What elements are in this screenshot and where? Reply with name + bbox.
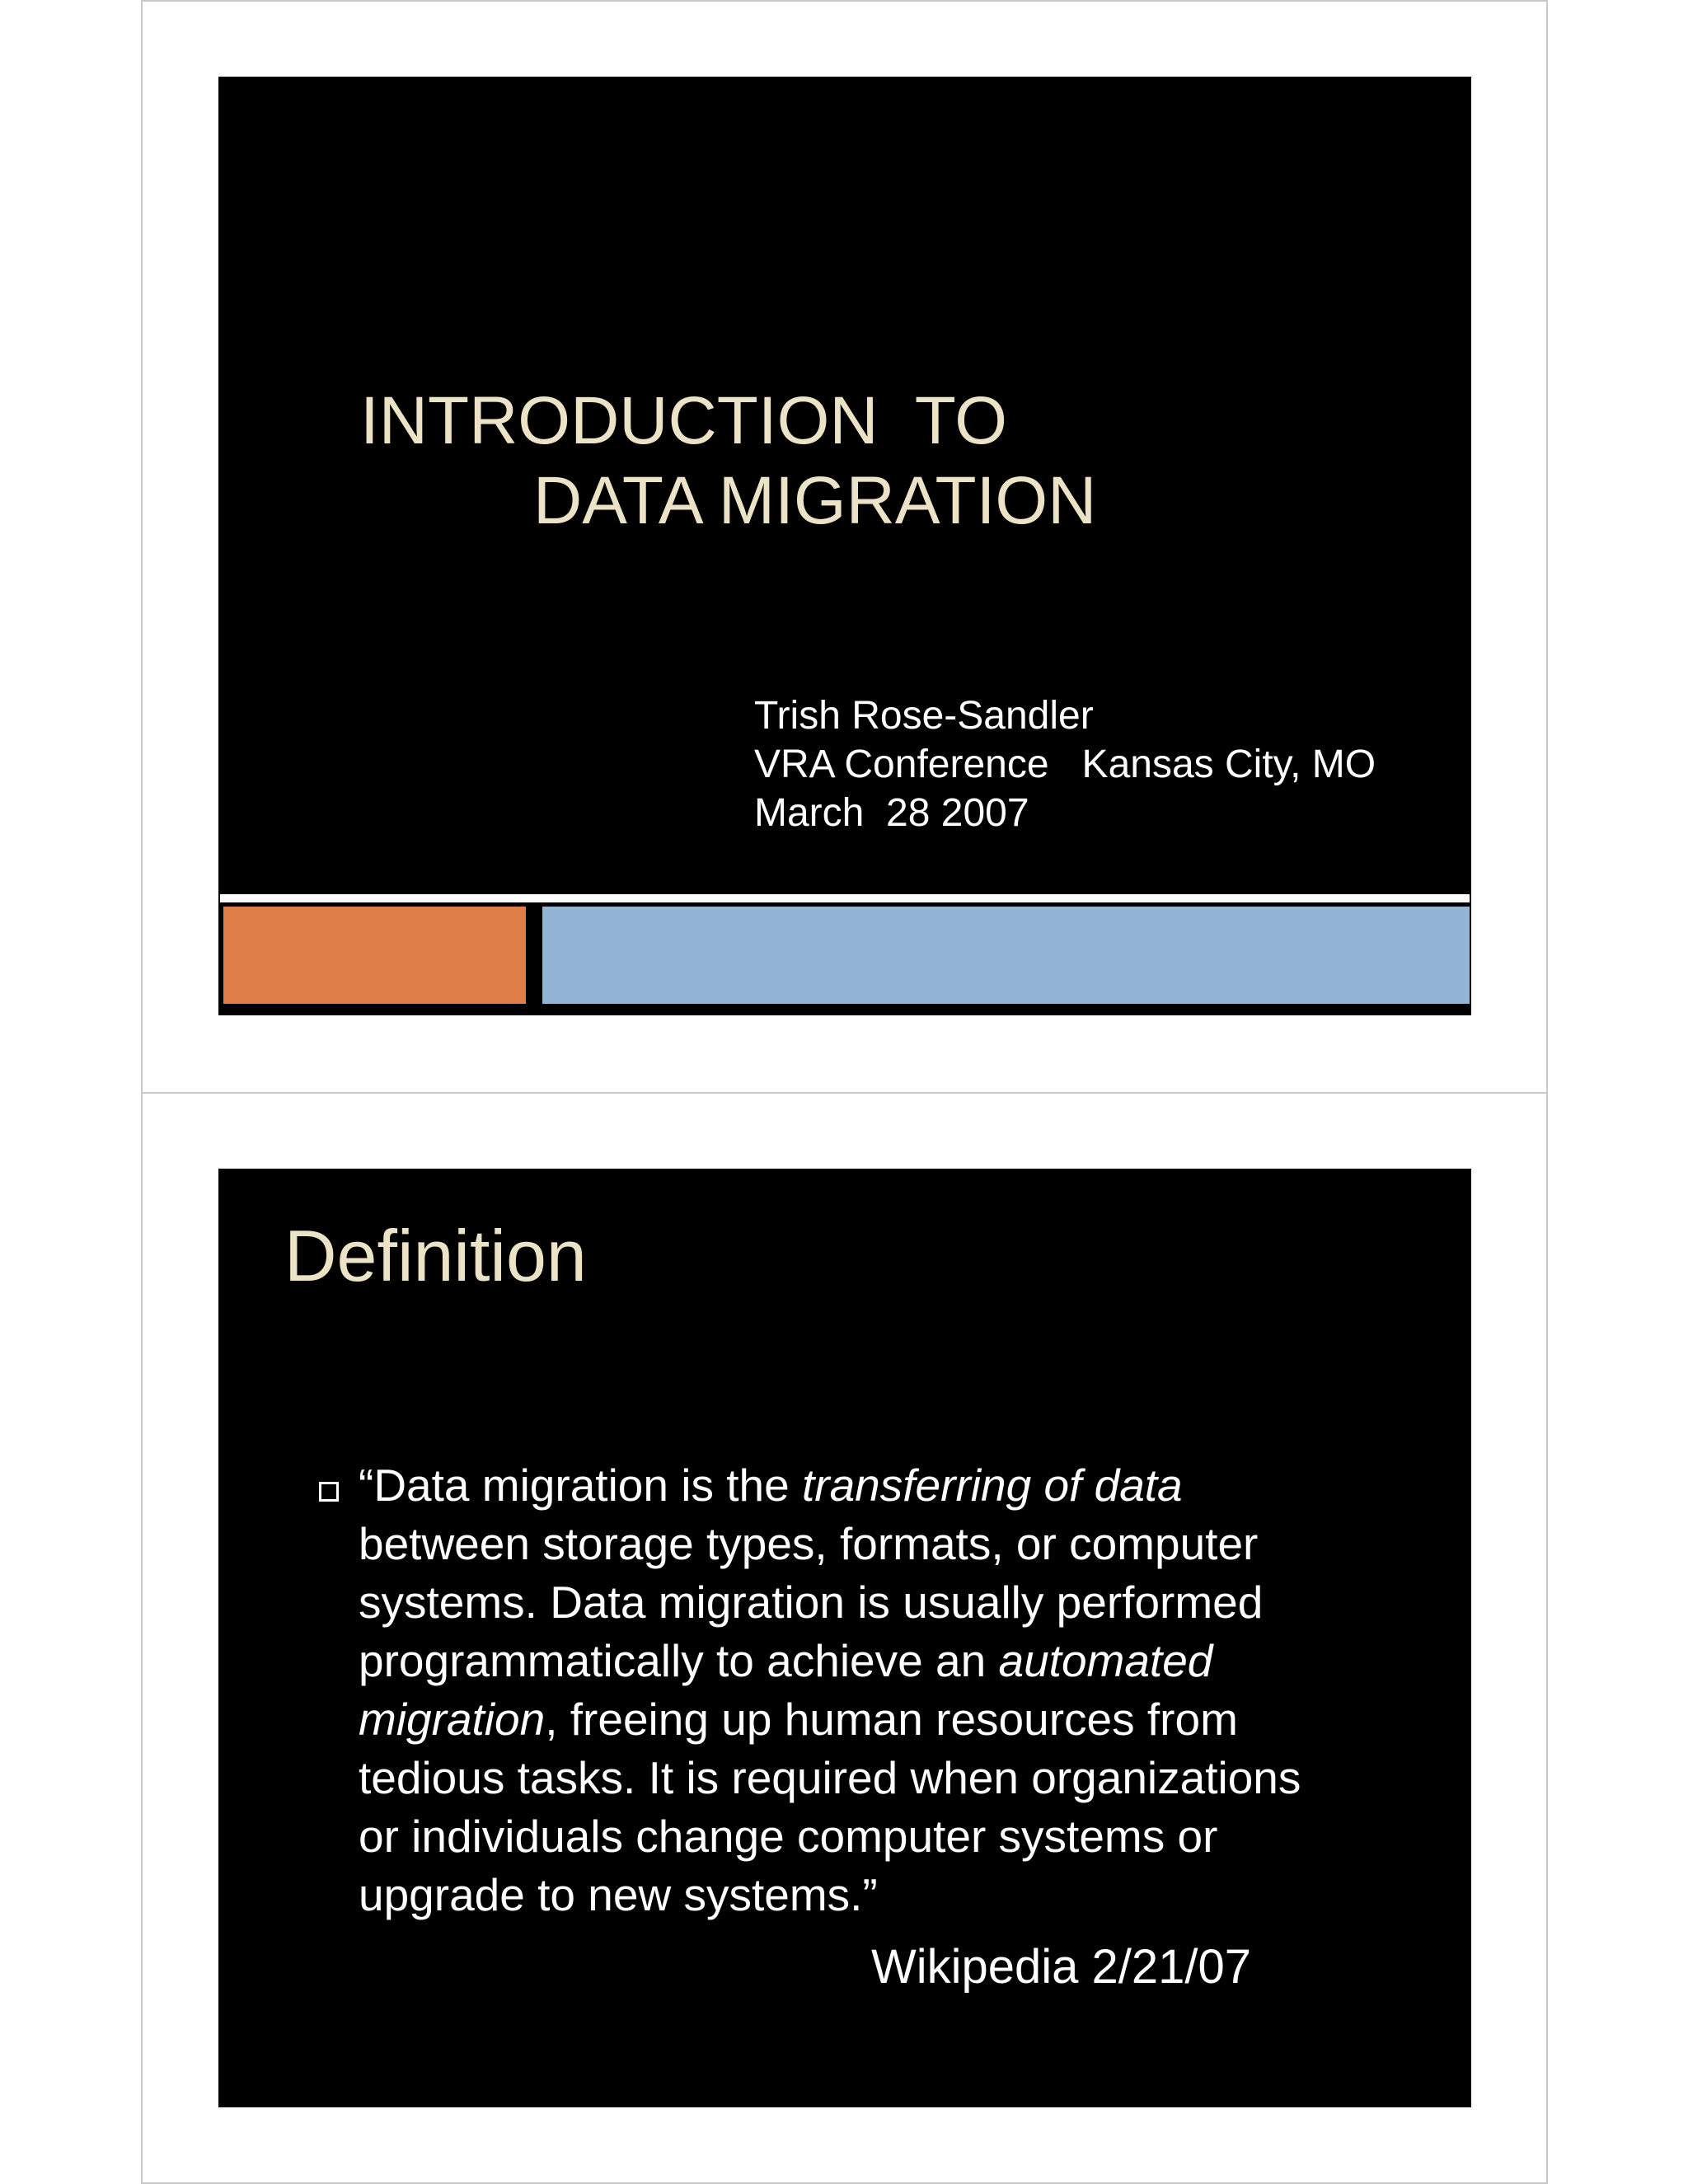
author-name: Trish Rose-Sandler <box>754 694 1094 738</box>
accent-bar-blue <box>542 907 1470 1004</box>
definition-slide <box>218 1169 1471 2107</box>
quote-line-7: or individuals change computer systems or <box>359 1811 1218 1862</box>
quote-line-8: upgrade to new systems.” <box>359 1869 878 1920</box>
quote-line-6: tedious tasks. It is required when organizations <box>359 1752 1301 1803</box>
slide-title: Definition <box>284 1215 587 1296</box>
italic-phrase: transferring of data <box>802 1460 1183 1511</box>
italic-phrase: migration <box>359 1694 546 1745</box>
presentation-date: March 28 2007 <box>754 791 1029 835</box>
quote-source: Wikipedia 2/21/07 <box>871 1940 1252 1994</box>
conference-info: VRA Conference Kansas City, MO <box>754 743 1376 786</box>
quote-line-2: between storage types, formats, or computer <box>359 1518 1259 1569</box>
italic-phrase: automated <box>998 1635 1213 1686</box>
slide-title-line-2: DATA MIGRATION <box>533 463 1097 538</box>
divider-band <box>220 894 1470 902</box>
square-bullet-icon <box>319 1482 339 1502</box>
slide-title-line-1: INTRODUCTION TO <box>360 383 1008 458</box>
title-slide <box>218 77 1471 1015</box>
quote-line-4: programmatically to achieve an automated <box>359 1635 1213 1686</box>
quote-line-5: migration, freeing up human resources from <box>359 1694 1238 1745</box>
accent-bar-orange <box>223 907 526 1004</box>
quote-line-3: systems. Data migration is usually performed <box>359 1577 1264 1628</box>
quote-line-1: “Data migration is the transferring of data <box>359 1460 1183 1511</box>
